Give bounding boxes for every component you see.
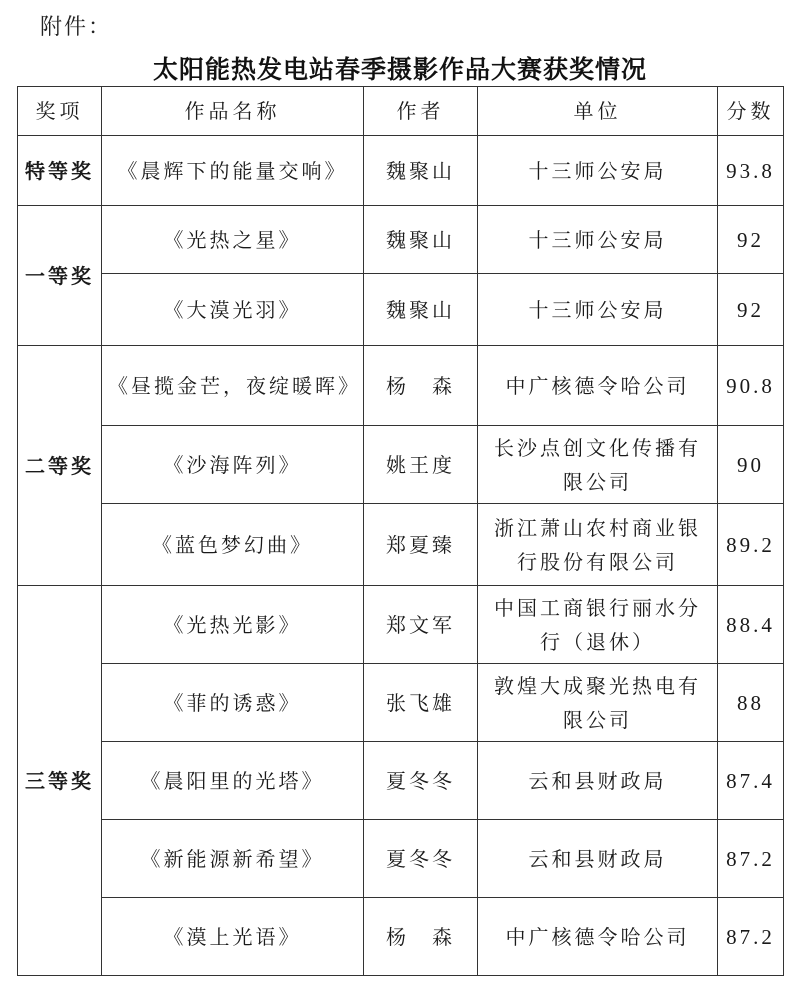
table-row [18, 820, 784, 898]
unit-name: 长沙点创文化传播有限公司 [478, 426, 718, 504]
score-value: 88 [718, 664, 784, 742]
work-title: 《晨辉下的能量交响》 [102, 136, 364, 206]
score-value: 89.2 [718, 504, 784, 586]
header-score: 分数 [718, 87, 784, 136]
table-row [18, 346, 784, 426]
table-header-row [18, 87, 784, 136]
award-level: 特等奖 [18, 136, 102, 206]
table-row [18, 426, 784, 504]
work-title: 《光热之星》 [102, 206, 364, 274]
score-value: 90 [718, 426, 784, 504]
author-name: 夏冬冬 [364, 820, 478, 898]
work-title: 《菲的诱惑》 [102, 664, 364, 742]
work-title: 《大漠光羽》 [102, 274, 364, 346]
award-level: 二等奖 [18, 346, 102, 586]
score-value: 90.8 [718, 346, 784, 426]
score-value: 92 [718, 274, 784, 346]
table-row [18, 742, 784, 820]
work-title: 《蓝色梦幻曲》 [102, 504, 364, 586]
score-value: 88.4 [718, 586, 784, 664]
unit-name: 中国工商银行丽水分行（退休） [478, 586, 718, 664]
awards-table [17, 86, 784, 976]
author-name: 魏聚山 [364, 136, 478, 206]
document-title: 太阳能热发电站春季摄影作品大赛获奖情况 [152, 55, 647, 84]
score-value: 93.8 [718, 136, 784, 206]
header-work: 作品名称 [102, 87, 364, 136]
header-author: 作者 [364, 87, 478, 136]
work-title: 《光热光影》 [102, 586, 364, 664]
author-name: 姚王度 [364, 426, 478, 504]
unit-name: 十三师公安局 [478, 136, 718, 206]
award-level: 三等奖 [18, 586, 102, 976]
table-row [18, 504, 784, 586]
score-value: 87.2 [718, 898, 784, 976]
unit-name: 浙江萧山农村商业银行股份有限公司 [478, 504, 718, 586]
unit-name: 云和县财政局 [478, 820, 718, 898]
award-level: 一等奖 [18, 206, 102, 346]
unit-name: 十三师公安局 [478, 206, 718, 274]
unit-name: 中广核德令哈公司 [478, 346, 718, 426]
work-title: 《新能源新希望》 [102, 820, 364, 898]
attachment-label: 附件： [40, 15, 113, 40]
table-row [18, 136, 784, 206]
unit-name: 中广核德令哈公司 [478, 898, 718, 976]
score-value: 87.4 [718, 742, 784, 820]
author-name: 郑文军 [364, 586, 478, 664]
author-name: 魏聚山 [364, 206, 478, 274]
work-title: 《漠上光语》 [102, 898, 364, 976]
author-name: 张飞雄 [364, 664, 478, 742]
work-title: 《昼揽金芒，夜绽暖晖》 [102, 346, 364, 426]
table-row [18, 898, 784, 976]
work-title: 《晨阳里的光塔》 [102, 742, 364, 820]
author-name: 夏冬冬 [364, 742, 478, 820]
table-row [18, 586, 784, 664]
author-name: 魏聚山 [364, 274, 478, 346]
author-name: 杨 森 [364, 898, 478, 976]
unit-name: 十三师公安局 [478, 274, 718, 346]
author-name: 郑夏臻 [364, 504, 478, 586]
table-row [18, 274, 784, 346]
author-name: 杨 森 [364, 346, 478, 426]
unit-name: 敦煌大成聚光热电有限公司 [478, 664, 718, 742]
table-row [18, 206, 784, 274]
score-value: 87.2 [718, 820, 784, 898]
unit-name: 云和县财政局 [478, 742, 718, 820]
header-level: 奖项 [18, 87, 102, 136]
score-value: 92 [718, 206, 784, 274]
work-title: 《沙海阵列》 [102, 426, 364, 504]
header-unit: 单位 [478, 87, 718, 136]
table-row [18, 664, 784, 742]
